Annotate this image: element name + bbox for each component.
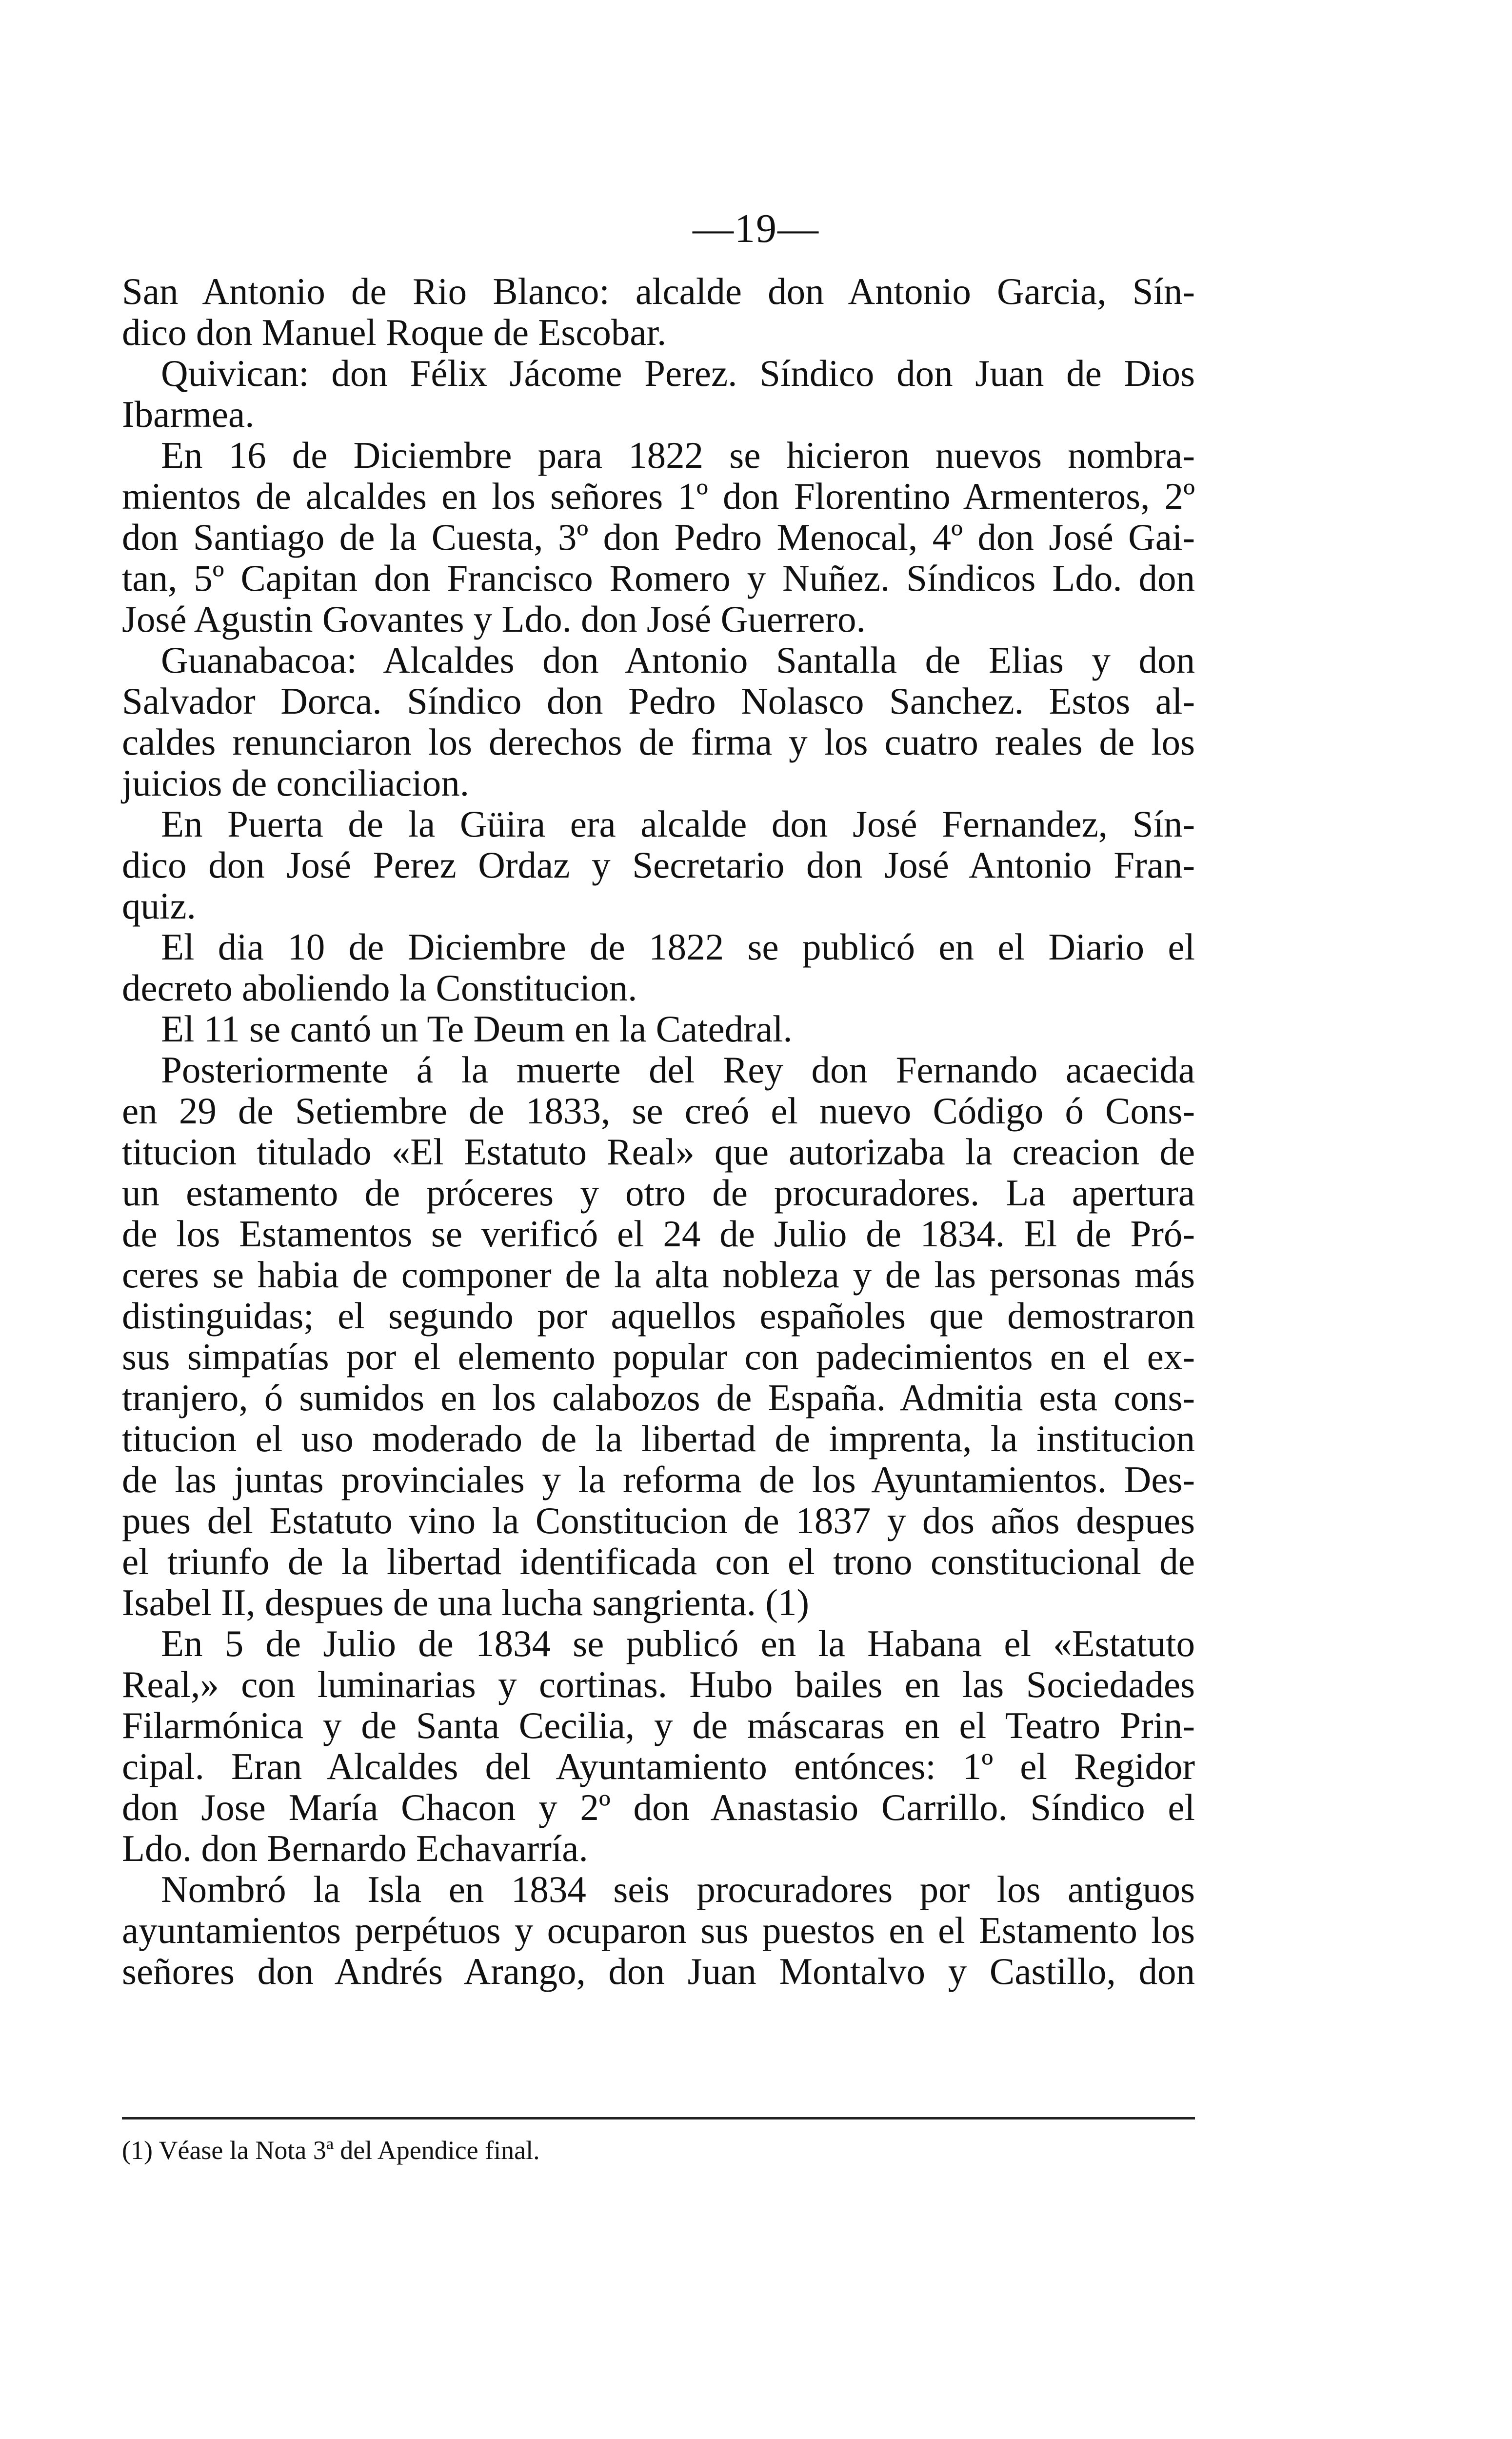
footnote-rule [122, 2117, 1195, 2119]
text-line: En 16 de Diciembre para 1822 se hicieron nuevos nombra- [161, 434, 1195, 476]
text-line: Isabel II, despues de una lucha sangrienta. (1) [122, 1581, 809, 1623]
text-line: señores don Andrés Arango, don Juan Montalvo y Castillo, don [122, 1950, 1195, 1992]
text-line: tranjero, ó sumidos en los calabozos de España. Admitia esta cons- [122, 1377, 1195, 1419]
text-line: cipal. Eran Alcaldes del Ayuntamiento entónces: 1º el Regidor [122, 1745, 1195, 1787]
footnote: (1) Véase la Nota 3ª del Apendice final. [122, 2136, 540, 2165]
text-line: en 29 de Setiembre de 1833, se creó el nuevo Código ó Cons- [122, 1090, 1195, 1132]
text-line: Posteriormente á la muerte del Rey don Fernando acaecida [161, 1049, 1195, 1091]
text-line: decreto aboliendo la Constitucion. [122, 967, 637, 1009]
text-line: ceres se habia de componer de la alta nobleza y de las personas más [122, 1254, 1195, 1296]
text-line: de las juntas provinciales y la reforma de los Ayuntamientos. Des- [122, 1459, 1195, 1500]
text-line: mientos de alcaldes en los señores 1º don Florentino Armenteros, 2º [122, 475, 1195, 517]
text-line: ayuntamientos perpétuos y ocuparon sus puestos en el Estamento los [122, 1909, 1195, 1951]
text-line: José Agustin Govantes y Ldo. don José Guerrero. [122, 598, 866, 640]
text-line: El dia 10 de Diciembre de 1822 se publicó en el Diario el [161, 926, 1195, 968]
text-line: pues del Estatuto vino la Constitucion de 1837 y dos años despues [122, 1499, 1195, 1541]
text-line: quiz. [122, 885, 196, 927]
text-line: caldes renunciaron los derechos de firma y los cuatro reales de los [122, 721, 1195, 763]
body-text [122, 271, 1195, 1992]
text-line: sus simpatías por el elemento popular con padecimientos en el ex- [122, 1336, 1195, 1378]
text-line: el triunfo de la libertad identificada con el trono constitucional de [122, 1540, 1195, 1582]
page-number: —19— [693, 206, 819, 251]
text-line: El 11 se cantó un Te Deum en la Catedral. [161, 1008, 793, 1050]
text-line: Quivican: don Félix Jácome Perez. Síndico don Juan de Dios [161, 352, 1195, 394]
text-line: En 5 de Julio de 1834 se publicó en la Habana el «Estatuto [161, 1622, 1195, 1664]
text-line: dico don Manuel Roque de Escobar. [122, 311, 667, 353]
text-line: titucion titulado «El Estatuto Real» que autorizaba la creacion de [122, 1131, 1195, 1173]
text-line: Real,» con luminarias y cortinas. Hubo bailes en las Sociedades [122, 1663, 1195, 1705]
text-line: Nombró la Isla en 1834 seis procuradores por los antiguos [161, 1868, 1195, 1910]
text-line: don Jose María Chacon y 2º don Anastasio Carrillo. Síndico el [122, 1786, 1195, 1828]
text-line: San Antonio de Rio Blanco: alcalde don Antonio Garcia, Sín- [122, 270, 1195, 312]
text-line: juicios de conciliacion. [122, 762, 470, 804]
text-line: Guanabacoa: Alcaldes don Antonio Santalla de Elias y don [161, 639, 1195, 681]
text-line: don Santiago de la Cuesta, 3º don Pedro Menocal, 4º don José Gai- [122, 516, 1195, 558]
text-line: tan, 5º Capitan don Francisco Romero y Nuñez. Síndicos Ldo. don [122, 557, 1195, 599]
text-line: Ldo. don Bernardo Echavarría. [122, 1827, 588, 1869]
text-line: distinguidas; el segundo por aquellos españoles que demostraron [122, 1295, 1195, 1337]
text-line: titucion el uso moderado de la libertad de imprenta, la institucion [122, 1418, 1195, 1459]
text-line: Salvador Dorca. Síndico don Pedro Nolasco Sanchez. Estos al- [122, 680, 1195, 722]
text-line: un estamento de próceres y otro de procuradores. La apertura [122, 1172, 1195, 1214]
text-line: Filarmónica y de Santa Cecilia, y de máscaras en el Teatro Prin- [122, 1704, 1195, 1746]
text-line: de los Estamentos se verificó el 24 de Julio de 1834. El de Pró- [122, 1213, 1195, 1255]
text-line: En Puerta de la Güira era alcalde don José Fernandez, Sín- [161, 803, 1195, 845]
text-line: dico don José Perez Ordaz y Secretario don José Antonio Fran- [122, 844, 1195, 886]
text-line: Ibarmea. [122, 393, 255, 435]
